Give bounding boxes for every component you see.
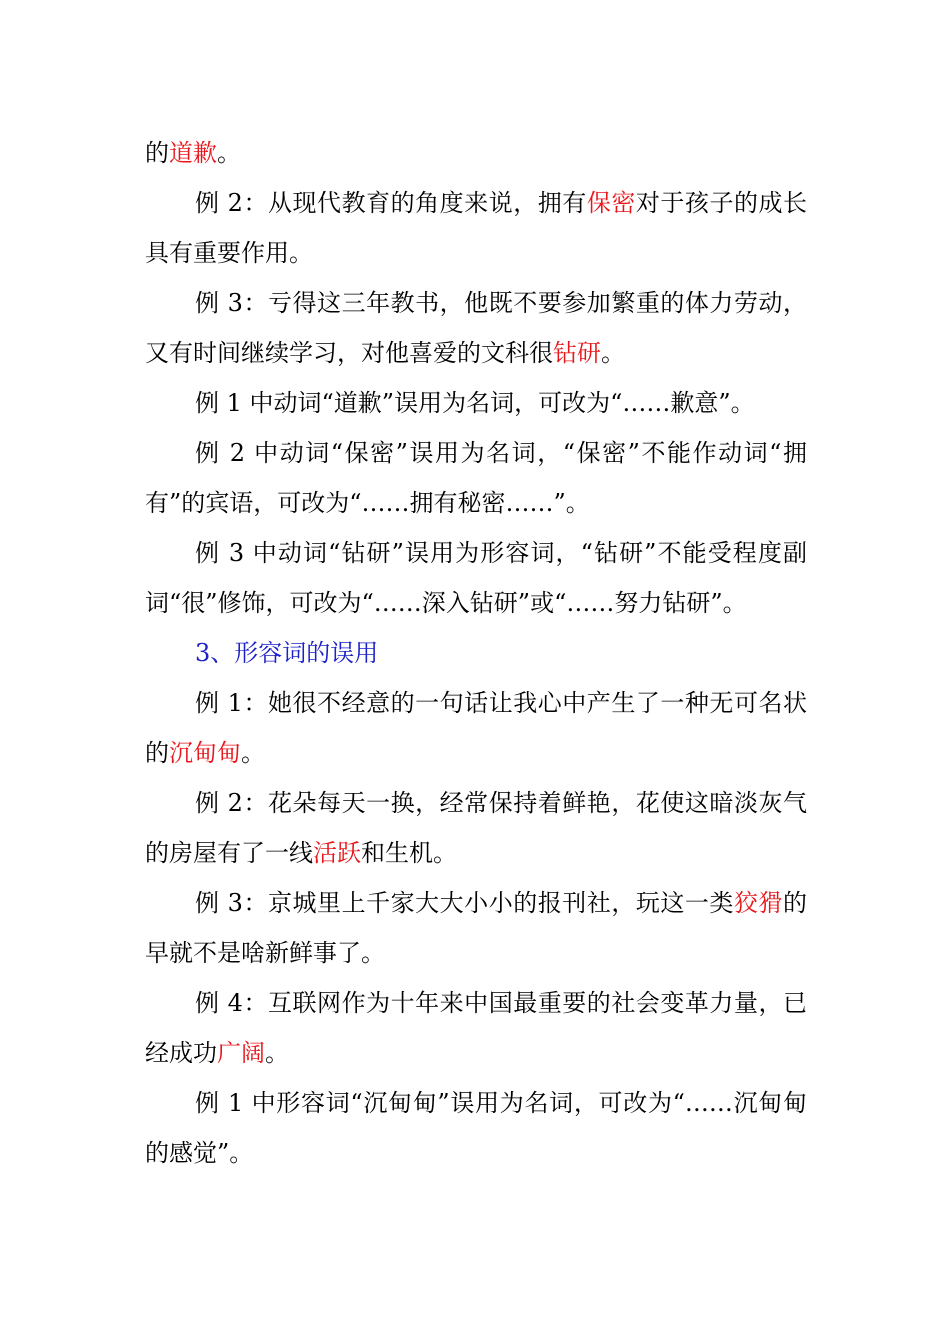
document-page bbox=[145, 128, 807, 1178]
text-run: 。 bbox=[601, 339, 625, 367]
heading-text: 3、形容词的误用 bbox=[195, 639, 379, 667]
text-run: 。 bbox=[217, 139, 241, 167]
text-run: 例 1 中形容词“沉甸甸”误用为名词，可改为“……沉甸甸的感觉”。 bbox=[145, 1089, 807, 1167]
paragraph bbox=[145, 178, 807, 278]
paragraph bbox=[145, 978, 807, 1078]
text-run: 例 2 中动词“保密”误用为名词，“保密”不能作动词“拥有”的宾语，可改为“……拥有秘密……”。 bbox=[145, 439, 807, 517]
highlighted-term: 保密 bbox=[586, 189, 636, 217]
text-run: 对于孩子的成长具有重要作用。 bbox=[145, 189, 808, 267]
section-heading bbox=[145, 628, 807, 678]
highlighted-term: 道歉 bbox=[169, 139, 217, 167]
paragraph bbox=[145, 378, 807, 428]
paragraph bbox=[145, 778, 807, 878]
text-run: 。 bbox=[265, 1039, 289, 1067]
text-run: 的早就不是啥新鲜事了。 bbox=[145, 889, 808, 967]
text-run: 例 1：她很不经意的一句话让我心中产生了一种无可名状的 bbox=[145, 689, 807, 767]
text-run: 例 4：互联网作为十年来中国最重要的社会变革力量，已经成功 bbox=[145, 989, 807, 1067]
highlighted-term: 广阔 bbox=[217, 1039, 265, 1067]
paragraph bbox=[145, 528, 807, 628]
text-run: 例 2：花朵每天一换，经常保持着鲜艳，花使这暗淡灰气的房屋有了一线 bbox=[145, 789, 807, 867]
paragraph bbox=[145, 1078, 807, 1178]
paragraph bbox=[145, 278, 807, 378]
text-run: 例 3 中动词“钻研”误用为形容词，“钻研”不能受程度副词“很”修饰，可改为“……深入钻研”或“……努力钻研”。 bbox=[145, 539, 807, 617]
text-run: 例 2：从现代教育的角度来说，拥有 bbox=[195, 189, 587, 217]
text-run: 和生机。 bbox=[361, 839, 457, 867]
highlighted-term: 活跃 bbox=[313, 839, 361, 867]
paragraph bbox=[145, 128, 807, 178]
text-run: 。 bbox=[241, 739, 265, 767]
text-run: 例 3：亏得这三年教书，他既不要参加繁重的体力劳动，又有时间继续学习，对他喜爱的文科很 bbox=[145, 289, 807, 367]
text-run: 的 bbox=[145, 139, 169, 167]
paragraph bbox=[145, 878, 807, 978]
highlighted-term: 钻研 bbox=[553, 339, 601, 367]
text-run: 例 1 中动词“道歉”误用为名词，可改为“……歉意”。 bbox=[195, 389, 755, 417]
highlighted-term: 沉甸甸 bbox=[169, 739, 241, 767]
text-run: 例 3：京城里上千家大大小小的报刊社，玩这一类 bbox=[195, 889, 734, 917]
paragraph bbox=[145, 678, 807, 778]
paragraph bbox=[145, 428, 807, 528]
highlighted-term: 狡猾 bbox=[733, 889, 784, 917]
